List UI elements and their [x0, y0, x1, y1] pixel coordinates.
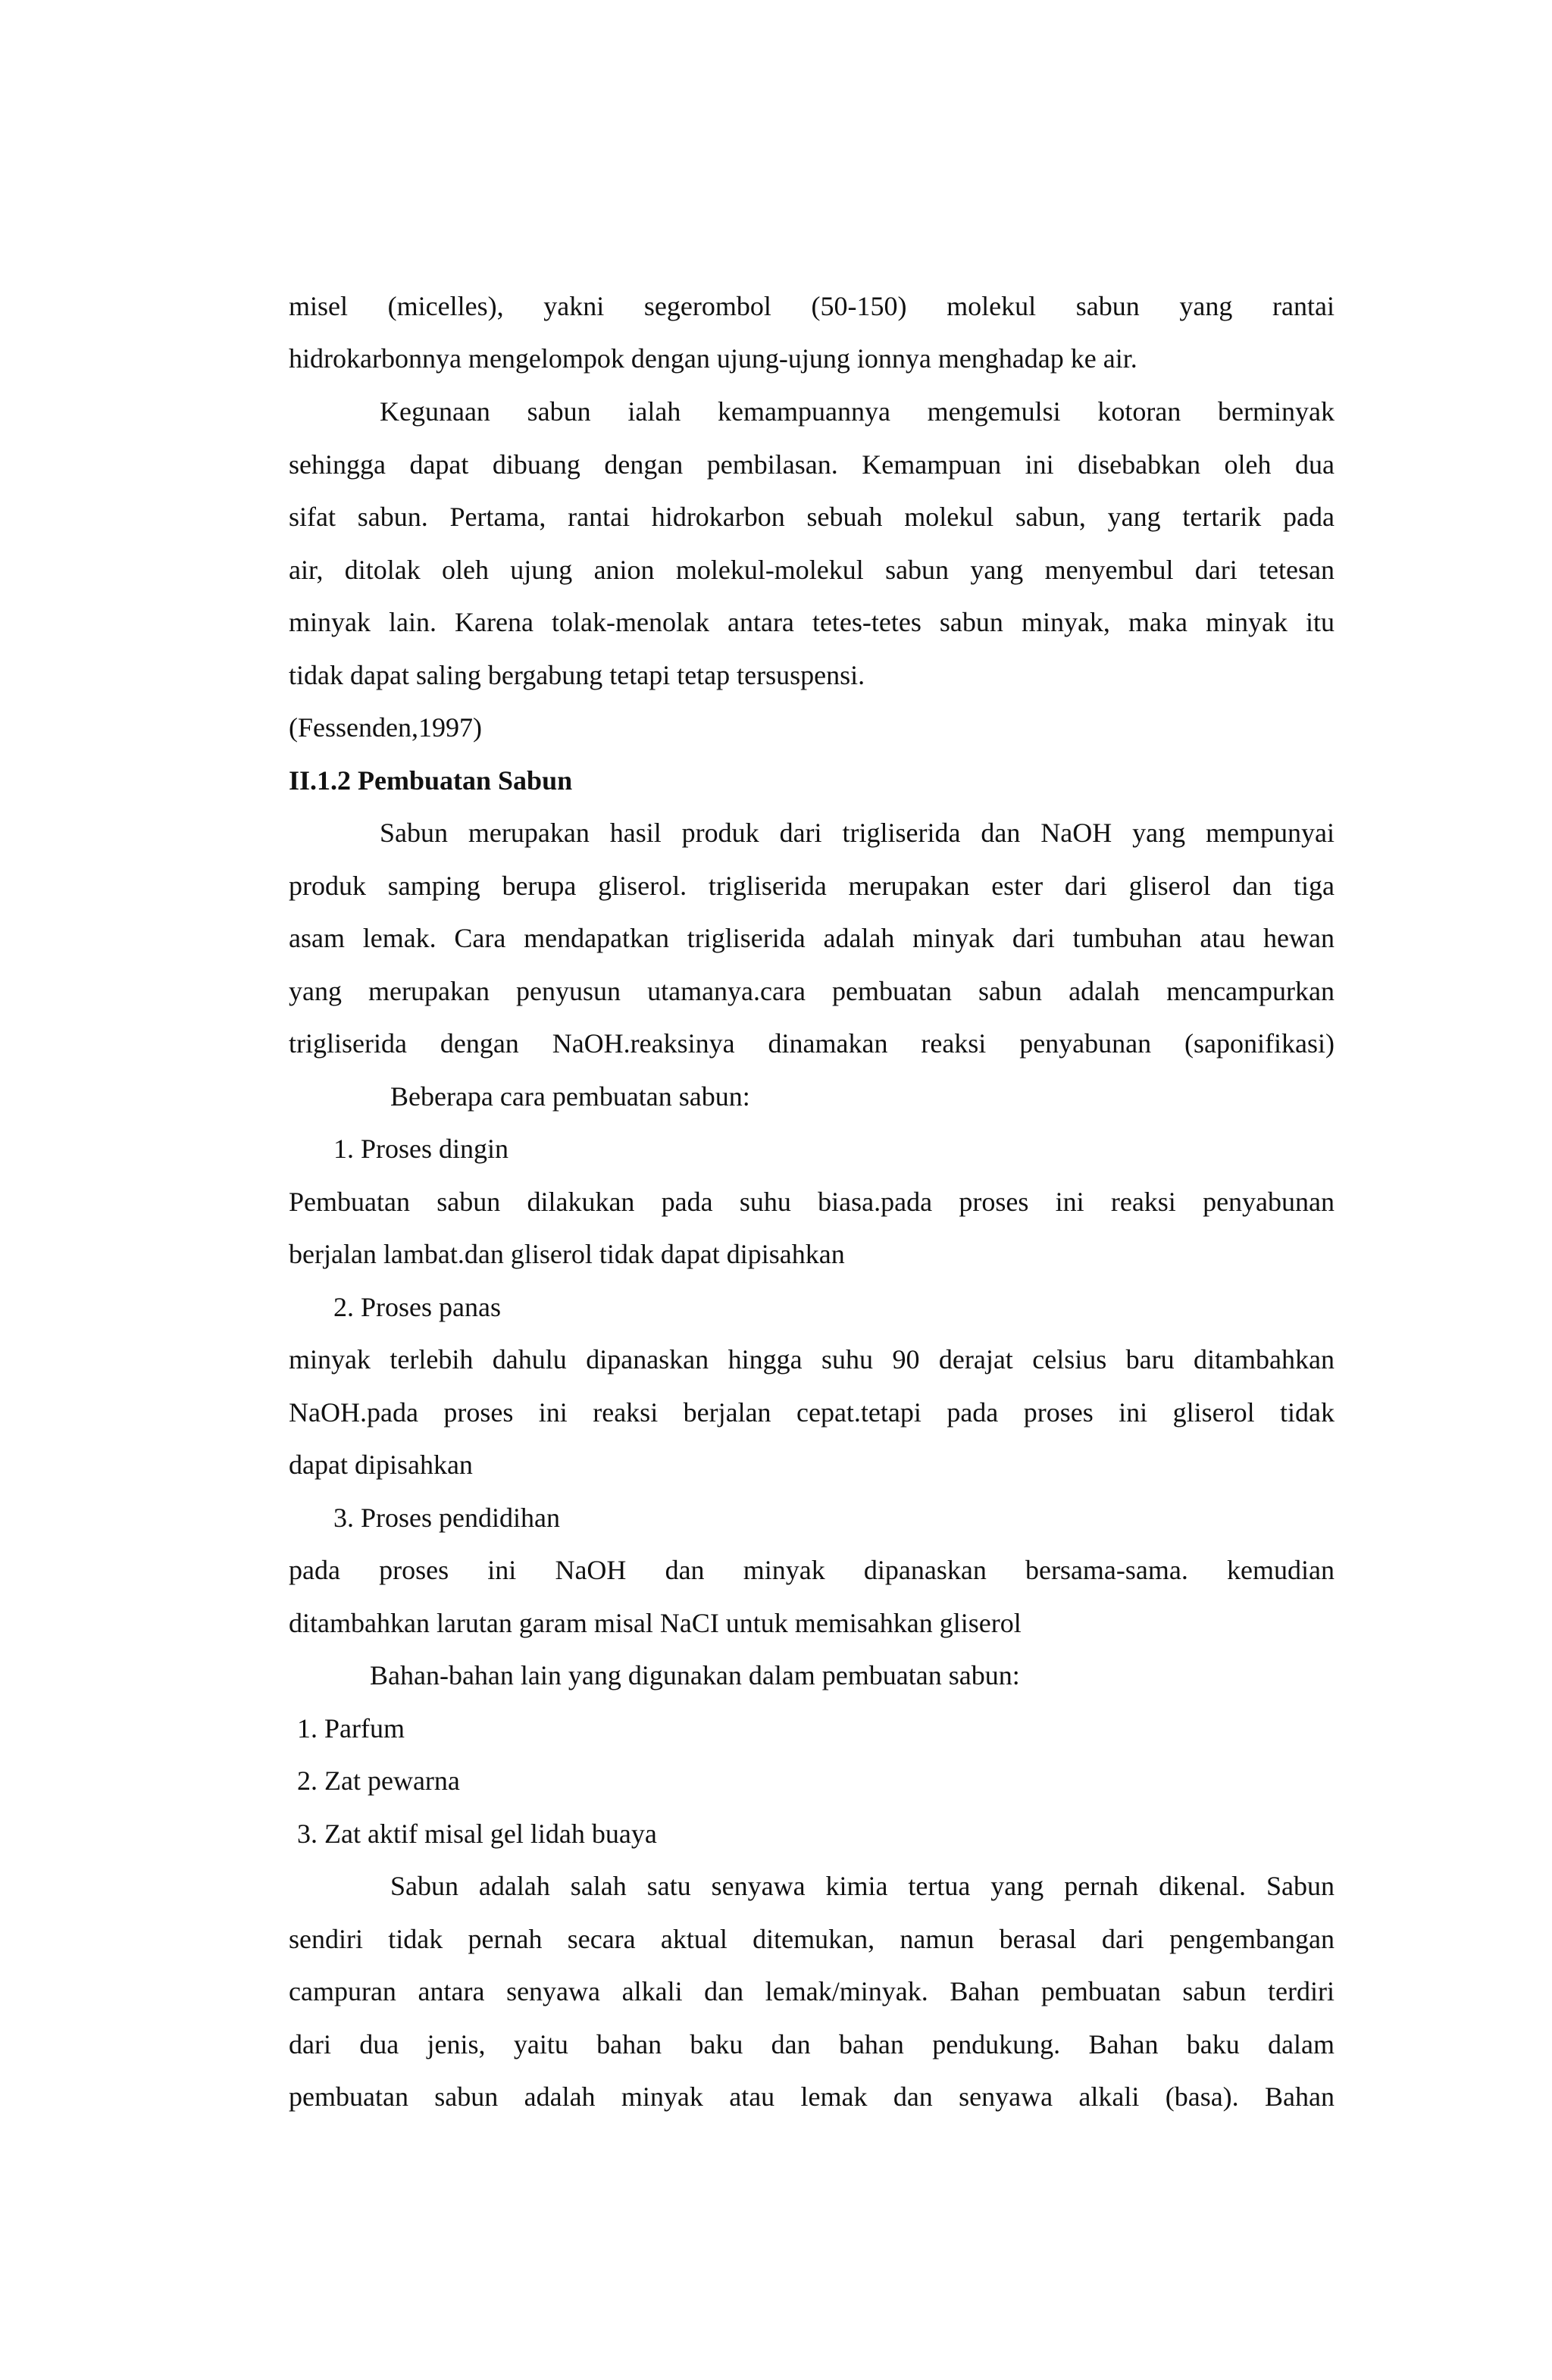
list-item: 1. Proses dingin: [333, 1134, 509, 1164]
paragraph-line: produk samping berupa gliserol. trigliserida merupakan ester dari gliserol dan tiga: [289, 871, 1335, 901]
paragraph-line: dapat dipisahkan: [289, 1450, 473, 1480]
citation: (Fessenden,1997): [289, 712, 482, 743]
paragraph-line: berjalan lambat.dan gliserol tidak dapat dipisahkan: [289, 1239, 845, 1269]
paragraph-line: campuran antara senyawa alkali dan lemak/minyak. Bahan pembuatan sabun terdiri: [289, 1976, 1335, 2006]
list-item: 3. Proses pendidihan: [333, 1503, 560, 1533]
paragraph-line: NaOH.pada proses ini reaksi berjalan cepat.tetapi pada proses ini gliserol tidak: [289, 1397, 1335, 1428]
paragraph-line: pembuatan sabun adalah minyak atau lemak dan senyawa alkali (basa). Bahan: [289, 2081, 1335, 2112]
list-item: 2. Proses panas: [333, 1292, 501, 1322]
section-heading: II.1.2 Pembuatan Sabun: [289, 765, 573, 796]
paragraph-line: hidrokarbonnya mengelompok dengan ujung-ujung ionnya menghadap ke air.: [289, 343, 1137, 374]
paragraph-line: sehingga dapat dibuang dengan pembilasan. Kemampuan ini disebabkan oleh dua: [289, 449, 1335, 480]
list-item: 2. Zat pewarna: [297, 1765, 460, 1796]
paragraph-line: air, ditolak oleh ujung anion molekul-molekul sabun yang menyembul dari tetesan: [289, 555, 1335, 585]
paragraph-line: yang merupakan penyusun utamanya.cara pembuatan sabun adalah mencampurkan: [289, 976, 1335, 1006]
list-item: 1. Parfum: [297, 1713, 405, 1744]
paragraph-line: Kegunaan sabun ialah kemampuannya mengemulsi kotoran berminyak: [380, 396, 1335, 427]
paragraph-line: Sabun adalah salah satu senyawa kimia tertua yang pernah dikenal. Sabun: [390, 1871, 1335, 1901]
paragraph-line: sifat sabun. Pertama, rantai hidrokarbon sebuah molekul sabun, yang tertarik pada: [289, 502, 1335, 532]
paragraph-line: pada proses ini NaOH dan minyak dipanaskan bersama-sama. kemudian: [289, 1555, 1335, 1585]
paragraph-line: Beberapa cara pembuatan sabun:: [390, 1081, 750, 1112]
paragraph-line: sendiri tidak pernah secara aktual ditemukan, namun berasal dari pengembangan: [289, 1924, 1335, 1954]
paragraph-line: minyak terlebih dahulu dipanaskan hingga suhu 90 derajat celsius baru ditambahkan: [289, 1344, 1335, 1375]
paragraph-line: asam lemak. Cara mendapatkan trigliserida adalah minyak dari tumbuhan atau hewan: [289, 923, 1335, 953]
paragraph-line: Sabun merupakan hasil produk dari trigliserida dan NaOH yang mempunyai: [380, 818, 1335, 848]
paragraph-line: trigliserida dengan NaOH.reaksinya dinamakan reaksi penyabunan (saponifikasi): [289, 1028, 1335, 1059]
paragraph-line: misel (micelles), yakni segerombol (50-150) molekul sabun yang rantai: [289, 291, 1335, 321]
paragraph-line: ditambahkan larutan garam misal NaCI untuk memisahkan gliserol: [289, 1608, 1022, 1638]
paragraph-line: tidak dapat saling bergabung tetapi tetap tersuspensi.: [289, 660, 865, 690]
paragraph-line: Pembuatan sabun dilakukan pada suhu biasa.pada proses ini reaksi penyabunan: [289, 1187, 1335, 1217]
paragraph-line: minyak lain. Karena tolak-menolak antara tetes-tetes sabun minyak, maka minyak itu: [289, 607, 1335, 637]
paragraph-line: dari dua jenis, yaitu bahan baku dan bahan pendukung. Bahan baku dalam: [289, 2029, 1335, 2059]
paragraph-line: Bahan-bahan lain yang digunakan dalam pembuatan sabun:: [370, 1660, 1020, 1690]
list-item: 3. Zat aktif misal gel lidah buaya: [297, 1819, 657, 1849]
